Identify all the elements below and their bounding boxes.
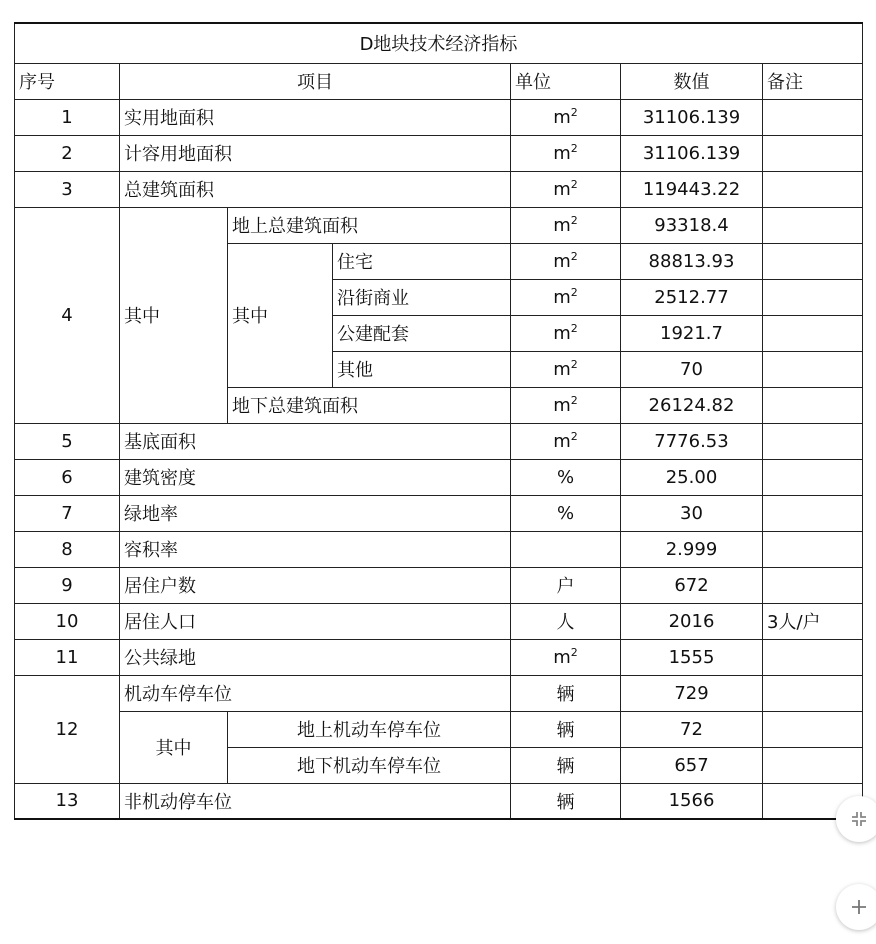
row-unit[interactable]: $m^2$ bbox=[511, 423, 621, 459]
row-subgroup[interactable]: 其中 bbox=[228, 243, 333, 387]
row-no[interactable]: 1 bbox=[15, 99, 120, 135]
row-value[interactable]: 2.999 bbox=[621, 531, 763, 567]
table-title[interactable]: D地块技术经济指标 bbox=[15, 23, 863, 63]
row-value[interactable]: 72 bbox=[621, 711, 763, 747]
row-value[interactable]: 31106.139 bbox=[621, 99, 763, 135]
row-unit[interactable]: $m^2$ bbox=[511, 243, 621, 279]
row-no[interactable]: 9 bbox=[15, 567, 120, 603]
row-item[interactable]: 地上机动车停车位 bbox=[228, 711, 511, 747]
row-value[interactable]: 657 bbox=[621, 747, 763, 783]
row-item[interactable]: 机动车停车位 bbox=[120, 675, 511, 711]
row-value[interactable]: 729 bbox=[621, 675, 763, 711]
row-unit[interactable]: 辆 bbox=[511, 711, 621, 747]
row-note[interactable] bbox=[763, 243, 863, 279]
row-item[interactable]: 非机动停车位 bbox=[120, 783, 511, 819]
table-row bbox=[15, 603, 863, 639]
header-note[interactable]: 备注 bbox=[763, 63, 863, 99]
row-note[interactable] bbox=[763, 639, 863, 675]
row-note[interactable] bbox=[763, 207, 863, 243]
table-row bbox=[15, 423, 863, 459]
table-row bbox=[15, 639, 863, 675]
row-item[interactable]: 实用地面积 bbox=[120, 99, 511, 135]
row-item[interactable]: 总建筑面积 bbox=[120, 171, 511, 207]
row-value[interactable]: 30 bbox=[621, 495, 763, 531]
row-item[interactable]: 其他 bbox=[333, 351, 511, 387]
row-unit[interactable] bbox=[511, 531, 621, 567]
row-unit[interactable]: 户 bbox=[511, 567, 621, 603]
row-value[interactable]: 93318.4 bbox=[621, 207, 763, 243]
row-value[interactable]: 31106.139 bbox=[621, 135, 763, 171]
row-item[interactable]: 公共绿地 bbox=[120, 639, 511, 675]
row-unit[interactable]: $m^2$ bbox=[511, 135, 621, 171]
row-unit[interactable]: 辆 bbox=[511, 747, 621, 783]
table-row bbox=[15, 171, 863, 207]
row-unit[interactable]: $m^2$ bbox=[511, 207, 621, 243]
row-item[interactable]: 居住户数 bbox=[120, 567, 511, 603]
table-row bbox=[15, 495, 863, 531]
row-unit[interactable]: % bbox=[511, 459, 621, 495]
title-row bbox=[15, 23, 863, 63]
row-value[interactable]: 2512.77 bbox=[621, 279, 763, 315]
row-item[interactable]: 容积率 bbox=[120, 531, 511, 567]
row-item[interactable]: 绿地率 bbox=[120, 495, 511, 531]
row-no[interactable]: 10 bbox=[15, 603, 120, 639]
add-button[interactable] bbox=[836, 884, 876, 930]
row-note[interactable] bbox=[763, 495, 863, 531]
indicator-table bbox=[14, 22, 863, 820]
row-unit[interactable]: $m^2$ bbox=[511, 99, 621, 135]
table-row bbox=[15, 99, 863, 135]
row-no[interactable]: 4 bbox=[15, 207, 120, 423]
table-row bbox=[15, 207, 863, 243]
row-no[interactable]: 8 bbox=[15, 531, 120, 567]
row-value[interactable]: 1921.7 bbox=[621, 315, 763, 351]
table-row bbox=[15, 531, 863, 567]
header-unit[interactable]: 单位 bbox=[511, 63, 621, 99]
row-value[interactable]: 672 bbox=[621, 567, 763, 603]
row-unit[interactable]: 辆 bbox=[511, 783, 621, 819]
row-note[interactable] bbox=[763, 459, 863, 495]
row-unit[interactable]: 人 bbox=[511, 603, 621, 639]
plus-icon bbox=[850, 898, 868, 916]
row-unit[interactable]: 辆 bbox=[511, 675, 621, 711]
collapse-button[interactable] bbox=[836, 796, 876, 842]
row-unit[interactable]: $m^2$ bbox=[511, 351, 621, 387]
row-value[interactable]: 7776.53 bbox=[621, 423, 763, 459]
row-item[interactable]: 计容用地面积 bbox=[120, 135, 511, 171]
row-note[interactable] bbox=[763, 747, 863, 783]
row-unit[interactable]: % bbox=[511, 495, 621, 531]
row-group[interactable]: 其中 bbox=[120, 711, 228, 783]
row-no[interactable]: 3 bbox=[15, 171, 120, 207]
row-note[interactable] bbox=[763, 567, 863, 603]
row-no[interactable]: 2 bbox=[15, 135, 120, 171]
row-no[interactable]: 13 bbox=[15, 783, 120, 819]
row-item[interactable]: 建筑密度 bbox=[120, 459, 511, 495]
row-note[interactable] bbox=[763, 99, 863, 135]
row-unit[interactable]: $m^2$ bbox=[511, 315, 621, 351]
row-item[interactable]: 地上总建筑面积 bbox=[228, 207, 511, 243]
row-value[interactable]: 70 bbox=[621, 351, 763, 387]
row-note[interactable] bbox=[763, 531, 863, 567]
header-no[interactable]: 序号 bbox=[15, 63, 120, 99]
row-value[interactable]: 2016 bbox=[621, 603, 763, 639]
row-item[interactable]: 基底面积 bbox=[120, 423, 511, 459]
row-value[interactable]: 1566 bbox=[621, 783, 763, 819]
row-group[interactable]: 其中 bbox=[120, 207, 228, 423]
row-no[interactable]: 7 bbox=[15, 495, 120, 531]
row-note[interactable] bbox=[763, 351, 863, 387]
row-note[interactable] bbox=[763, 171, 863, 207]
row-item[interactable]: 地下总建筑面积 bbox=[228, 387, 511, 423]
row-value[interactable]: 25.00 bbox=[621, 459, 763, 495]
row-note[interactable] bbox=[763, 675, 863, 711]
row-note[interactable] bbox=[763, 135, 863, 171]
row-value[interactable]: 119443.22 bbox=[621, 171, 763, 207]
table-row bbox=[15, 711, 863, 747]
row-no[interactable]: 6 bbox=[15, 459, 120, 495]
row-note[interactable] bbox=[763, 279, 863, 315]
row-note[interactable] bbox=[763, 315, 863, 351]
table-row bbox=[15, 783, 863, 819]
row-item[interactable]: 公建配套 bbox=[333, 315, 511, 351]
row-note[interactable] bbox=[763, 423, 863, 459]
row-no[interactable]: 12 bbox=[15, 675, 120, 783]
header-value[interactable]: 数值 bbox=[621, 63, 763, 99]
row-item[interactable]: 沿街商业 bbox=[333, 279, 511, 315]
row-value[interactable]: 88813.93 bbox=[621, 243, 763, 279]
header-item[interactable]: 项目 bbox=[120, 63, 511, 99]
row-no[interactable]: 5 bbox=[15, 423, 120, 459]
collapse-icon bbox=[849, 809, 869, 829]
row-item[interactable]: 居住人口 bbox=[120, 603, 511, 639]
row-unit[interactable]: $m^2$ bbox=[511, 387, 621, 423]
row-note[interactable]: 3人/户 bbox=[763, 603, 863, 639]
row-item[interactable]: 住宅 bbox=[333, 243, 511, 279]
row-item[interactable]: 地下机动车停车位 bbox=[228, 747, 511, 783]
row-note[interactable] bbox=[763, 711, 863, 747]
row-unit[interactable]: $m^2$ bbox=[511, 279, 621, 315]
row-unit[interactable]: $m^2$ bbox=[511, 639, 621, 675]
row-value[interactable]: 26124.82 bbox=[621, 387, 763, 423]
header-row bbox=[15, 63, 863, 99]
table-row bbox=[15, 675, 863, 711]
table-row bbox=[15, 135, 863, 171]
row-value[interactable]: 1555 bbox=[621, 639, 763, 675]
table-row bbox=[15, 567, 863, 603]
row-no[interactable]: 11 bbox=[15, 639, 120, 675]
row-unit[interactable]: $m^2$ bbox=[511, 171, 621, 207]
row-note[interactable] bbox=[763, 387, 863, 423]
table-row bbox=[15, 459, 863, 495]
